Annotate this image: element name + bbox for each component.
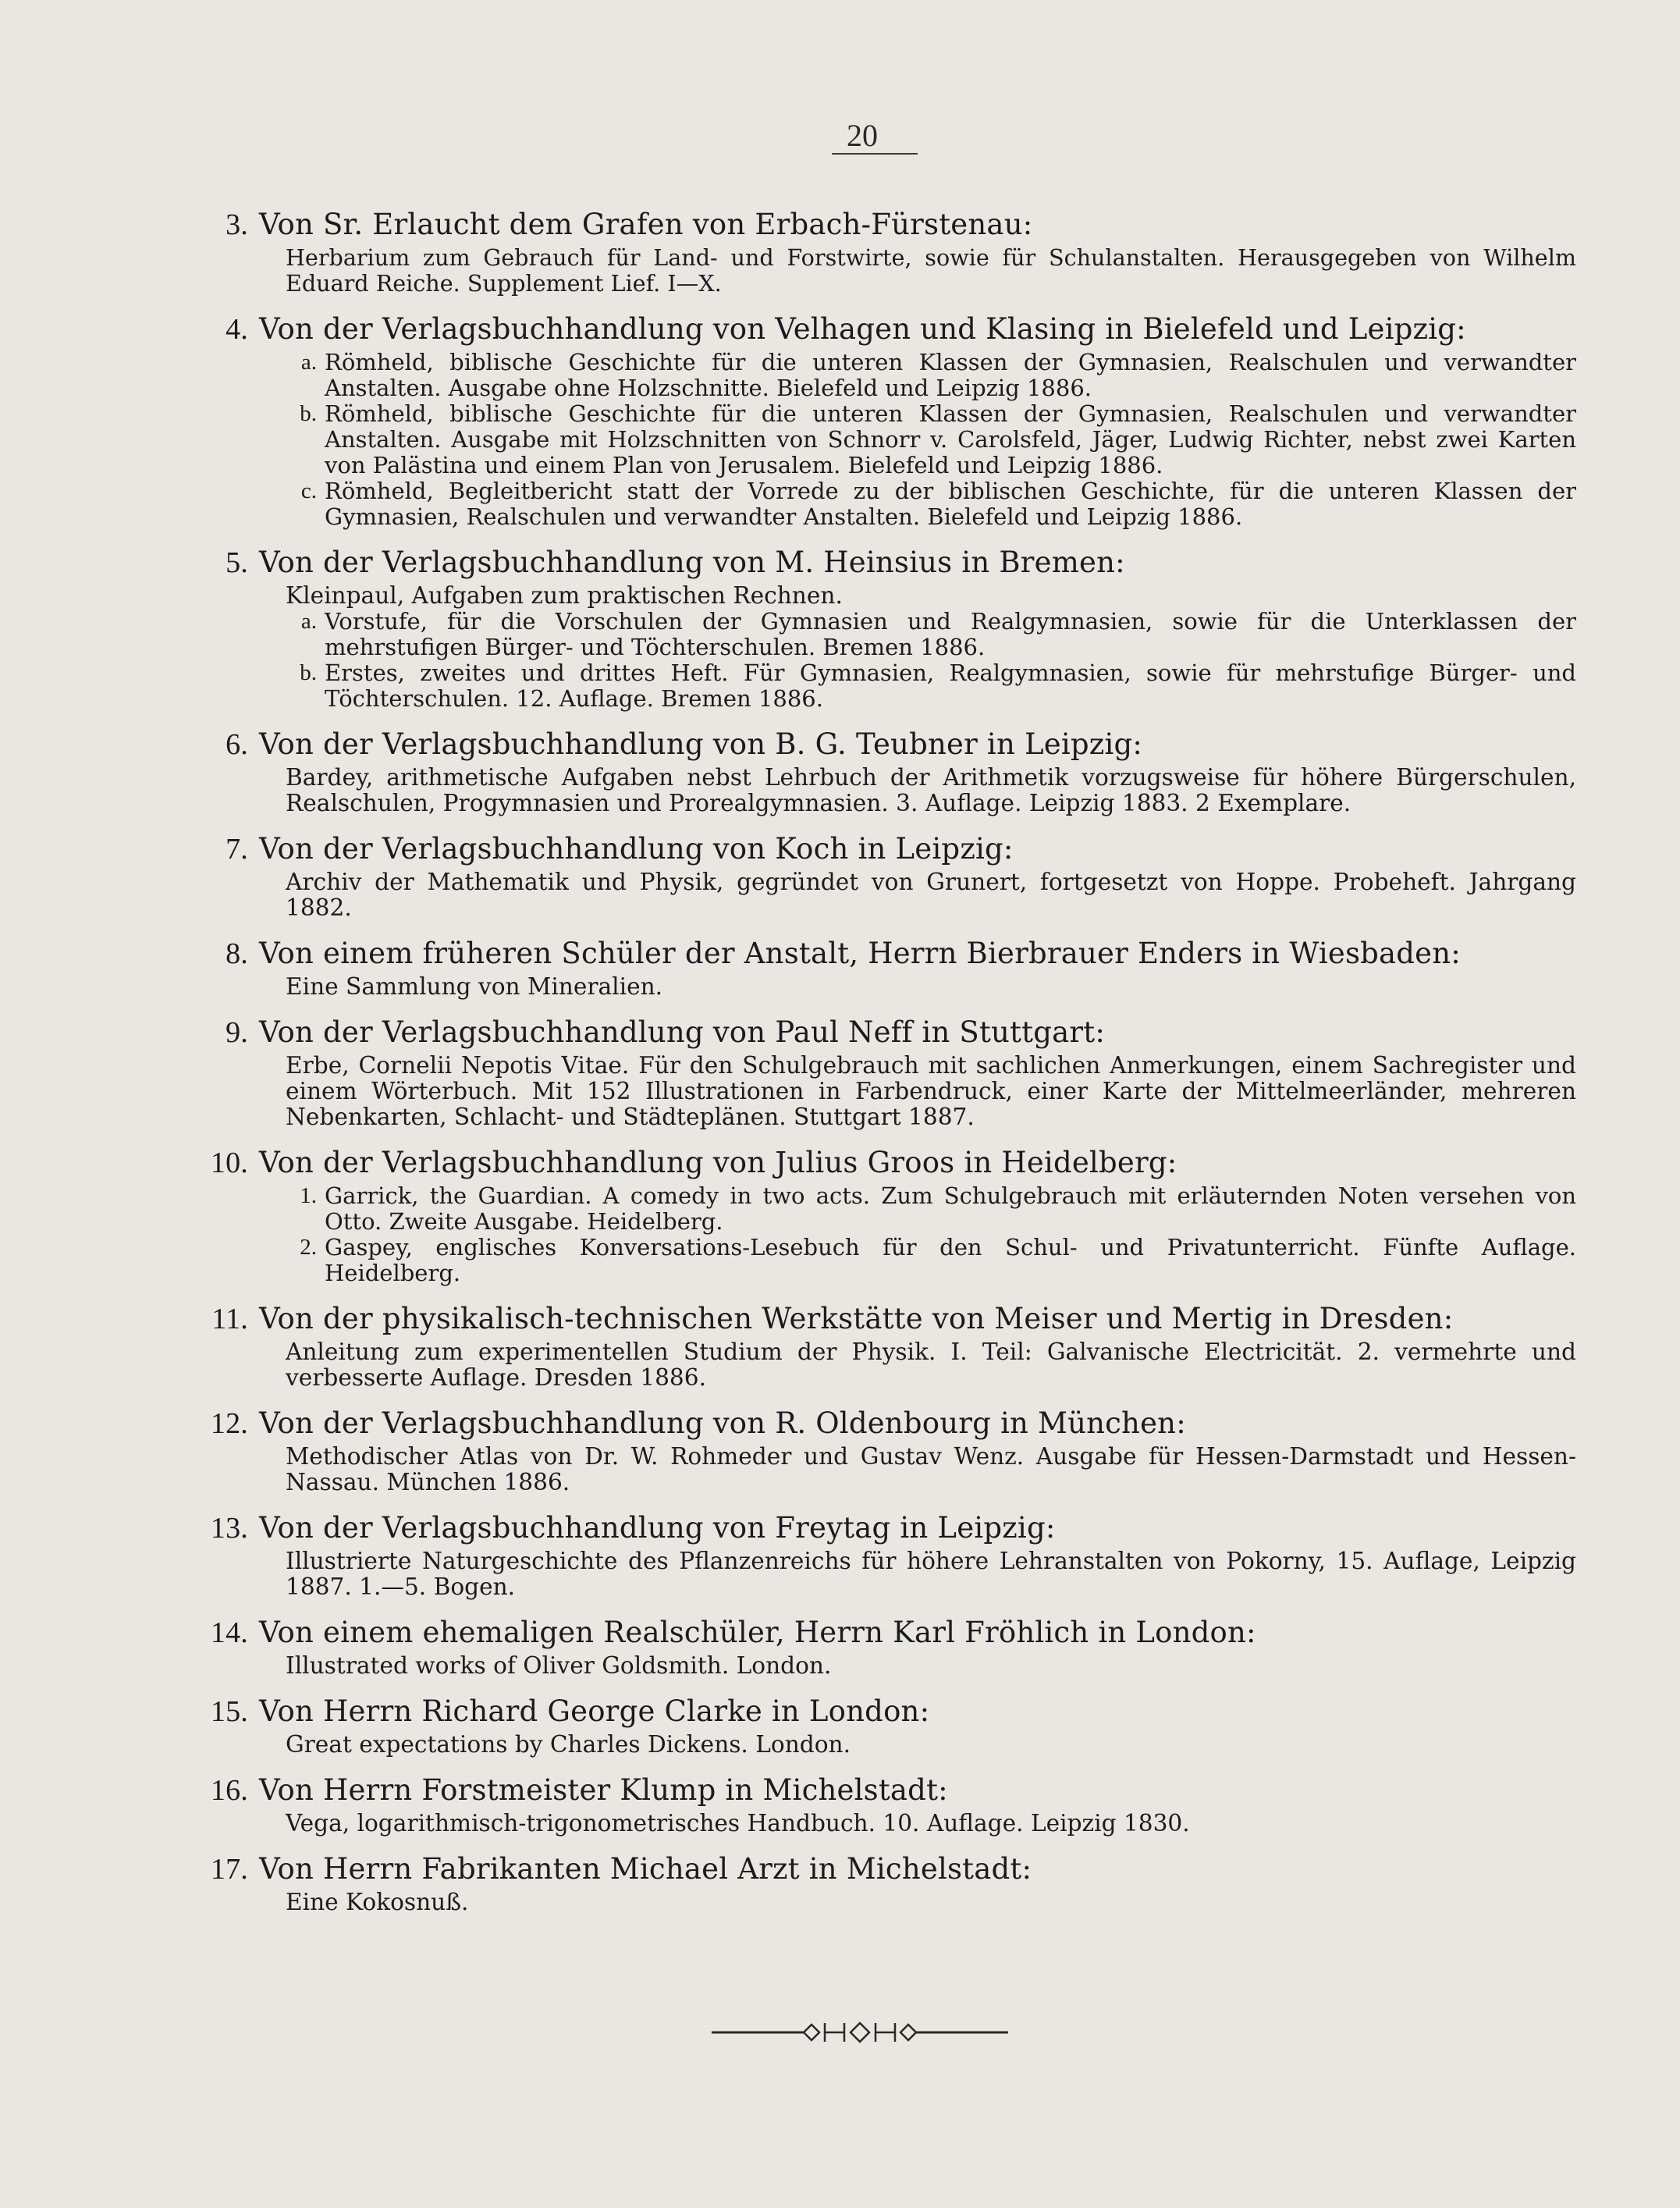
entry-donor: Von der Verlagsbuchhandlung von Koch in Leipzig: — [259, 832, 1014, 866]
sub-item-text: Römheld, biblische Geschichte für die unteren Klassen der Gymnasien, Realschulen und verwandter Anstalten. Ausgabe ohne Holzschnitte. Bielefeld und Leipzig 1886. — [325, 349, 1576, 401]
entry-body: Vega, logarithmisch-trigonometrisches Handbuch. 10. Auflage. Leipzig 1830. — [286, 1810, 1190, 1836]
entry-body: Great expectations by Charles Dickens. London. — [286, 1731, 851, 1758]
entry-7 — [195, 829, 1576, 921]
sub-item-text: Vorstufe, für die Vorschulen der Gymnasien und Realgymnasien, sowie für die Unterklassen der mehrstufigen Bürger- und Töchterschulen. Bremen 1886. — [325, 608, 1576, 660]
sub-item — [195, 660, 1576, 712]
entry-donor: Von der Verlagsbuchhandlung von R. Oldenbourg in München: — [259, 1406, 1186, 1440]
sub-item — [195, 478, 1576, 530]
entry-body: Herbarium zum Gebrauch für Land- und Forstwirte, sowie für Schulanstalten. Herausgegeben von Wilhelm Eduard Reiche. Supplement Lief. I—X. — [286, 244, 1576, 297]
entry-5 — [195, 542, 1576, 712]
entry-4 — [195, 309, 1576, 530]
entry-17 — [195, 1849, 1576, 1915]
entry-number: 8. — [226, 937, 248, 970]
entry-donor: Von der Verlagsbuchhandlung von B. G. Teubner in Leipzig: — [259, 727, 1143, 761]
entry-number: 17. — [210, 1853, 248, 1886]
entry-3 — [195, 204, 1576, 297]
end-ornament-icon — [712, 2018, 1008, 2046]
sub-item-mark: b. — [300, 660, 317, 685]
entry-body: Anleitung zum experimentellen Studium der Physik. I. Teil: Galvanische Electricität. 2. vermehrte und verbesserte Auflage. Dresden 1886. — [286, 1339, 1576, 1391]
entry-16 — [195, 1770, 1576, 1836]
entry-donor: Von der Verlagsbuchhandlung von Julius Groos in Heidelberg: — [259, 1146, 1177, 1179]
entry-number: 3. — [226, 208, 248, 241]
entry-15 — [195, 1691, 1576, 1758]
entry-body: Eine Sammlung von Mineralien. — [286, 973, 663, 1000]
entry-11 — [195, 1299, 1576, 1391]
sub-item — [195, 401, 1576, 478]
sub-item-mark: c. — [300, 478, 317, 503]
entry-number: 12. — [210, 1407, 248, 1440]
entry-body: Methodischer Atlas von Dr. W. Rohmeder und Gustav Wenz. Ausgabe für Hessen-Darmstadt und Hessen-Nassau. München 1886. — [286, 1443, 1576, 1495]
entry-body: Illustrated works of Oliver Goldsmith. London. — [286, 1652, 832, 1679]
entry-number: 9. — [226, 1016, 248, 1049]
entry-donor: Von einem ehemaligen Realschüler, Herrn Karl Fröhlich in London: — [259, 1616, 1256, 1649]
entry-10 — [195, 1143, 1576, 1286]
sub-item-text: Erstes, zweites und drittes Heft. Für Gymnasien, Realgymnasien, sowie für mehrstufige Bürger- und Töchterschulen. 12. Auflage. Bremen 1886. — [325, 660, 1576, 712]
entry-number: 4. — [226, 313, 248, 346]
entry-donor: Von der Verlagsbuchhandlung von Paul Neff in Stuttgart: — [259, 1015, 1105, 1049]
sub-item-mark: 1. — [300, 1183, 317, 1208]
sub-item — [195, 609, 1576, 660]
entry-number: 10. — [210, 1147, 248, 1179]
entry-body: Bardey, arithmetische Aufgaben nebst Lehrbuch der Arithmetik vorzugsweise für höhere Bürgerschulen, Realschulen, Progymnasien und Prorealgymnasien. 3. Auflage. Leipzig 1883. 2 Exemplare. — [286, 764, 1576, 816]
entry-body: Illustrierte Naturgeschichte des Pflanzenreichs für höhere Lehranstalten von Pokorny, 15. Auflage, Leipzig 1887. 1.—5. Bogen. — [286, 1548, 1576, 1600]
entry-14 — [195, 1612, 1576, 1679]
sub-item — [195, 350, 1576, 401]
entry-8 — [195, 933, 1576, 1000]
entry-lead: Kleinpaul, Aufgaben zum praktischen Rechnen. — [286, 582, 843, 609]
sub-item-text: Römheld, Begleitbericht statt der Vorrede zu der biblischen Geschichte, für die unteren Klassen der Gymnasien, Realschulen und verwandter Anstalten. Bielefeld und Leipzig 1886. — [325, 478, 1576, 530]
entry-donor: Von einem früheren Schüler der Anstalt, Herrn Bierbrauer Enders in Wiesbaden: — [259, 937, 1461, 970]
entry-body: Eine Kokosnuß. — [286, 1889, 469, 1915]
sub-item-mark: a. — [300, 350, 317, 375]
entry-6 — [195, 724, 1576, 816]
sub-item-mark: b. — [300, 401, 317, 426]
sub-item-mark: a. — [300, 609, 317, 634]
entry-9 — [195, 1012, 1576, 1130]
entry-13 — [195, 1508, 1576, 1600]
entry-12 — [195, 1403, 1576, 1495]
entry-donor: Von Herrn Forstmeister Klump in Michelstadt: — [259, 1773, 948, 1807]
entry-number: 7. — [226, 833, 248, 866]
entry-number: 14. — [210, 1616, 248, 1649]
entry-number: 13. — [210, 1512, 248, 1545]
entry-number: 16. — [210, 1774, 248, 1807]
sub-item-text: Römheld, biblische Geschichte für die unteren Klassen der Gymnasien, Realschulen und verwandter Anstalten. Ausgabe mit Holzschnitten von Schnorr v. Carolsfeld, Jäger, Ludwig Richter, nebst zwei Karten von Palästina und einem Plan von Jerusalem. Bielefeld und Leipzig 1886. — [325, 400, 1576, 478]
page-number-rule — [832, 153, 918, 155]
entry-body: Erbe, Cornelii Nepotis Vitae. Für den Schulgebrauch mit sachlichen Anmerkungen, einem Sachregister und einem Wörterbuch. Mit 152 Illustrationen in Farbendruck, einer Karte der Mittelmeerländer, mehreren Nebenkarten, Schlacht- und Städteplänen. Stuttgart 1887. — [286, 1052, 1576, 1130]
entry-donor: Von der Verlagsbuchhandlung von Velhagen und Klasing in Bielefeld und Leipzig: — [259, 312, 1466, 346]
sub-item-text: Garrick, the Guardian. A comedy in two acts. Zum Schulgebrauch mit erläuternden Noten versehen von Otto. Zweite Ausgabe. Heidelberg. — [325, 1182, 1576, 1235]
entry-donor: Von Sr. Erlaucht dem Grafen von Erbach-Fürstenau: — [259, 208, 1033, 241]
sub-item — [195, 1183, 1576, 1235]
donation-list — [195, 204, 1576, 1928]
sub-item-mark: 2. — [300, 1235, 317, 1260]
entry-number: 15. — [210, 1695, 248, 1728]
entry-donor: Von der physikalisch-technischen Werkstätte von Meiser und Mertig in Dresden: — [259, 1302, 1454, 1335]
entry-donor: Von der Verlagsbuchhandlung von Freytag in Leipzig: — [259, 1511, 1056, 1545]
entry-number: 5. — [226, 546, 248, 579]
entry-donor: Von Herrn Fabrikanten Michael Arzt in Michelstadt: — [259, 1852, 1032, 1886]
entry-number: 6. — [226, 728, 248, 761]
sub-item — [195, 1235, 1576, 1286]
entry-body: Archiv der Mathematik und Physik, gegründet von Grunert, fortgesetzt von Hoppe. Probeheft. Jahrgang 1882. — [286, 869, 1576, 921]
entry-number: 11. — [211, 1303, 248, 1335]
sub-item-text: Gaspey, englisches Konversations-Lesebuch für den Schul- und Privatunterricht. Fünfte Auflage. Heidelberg. — [325, 1234, 1576, 1286]
page-number: 20 — [847, 118, 878, 153]
entry-donor: Von Herrn Richard George Clarke in London: — [259, 1694, 930, 1728]
entry-donor: Von der Verlagsbuchhandlung von M. Heinsius in Bremen: — [259, 546, 1125, 579]
